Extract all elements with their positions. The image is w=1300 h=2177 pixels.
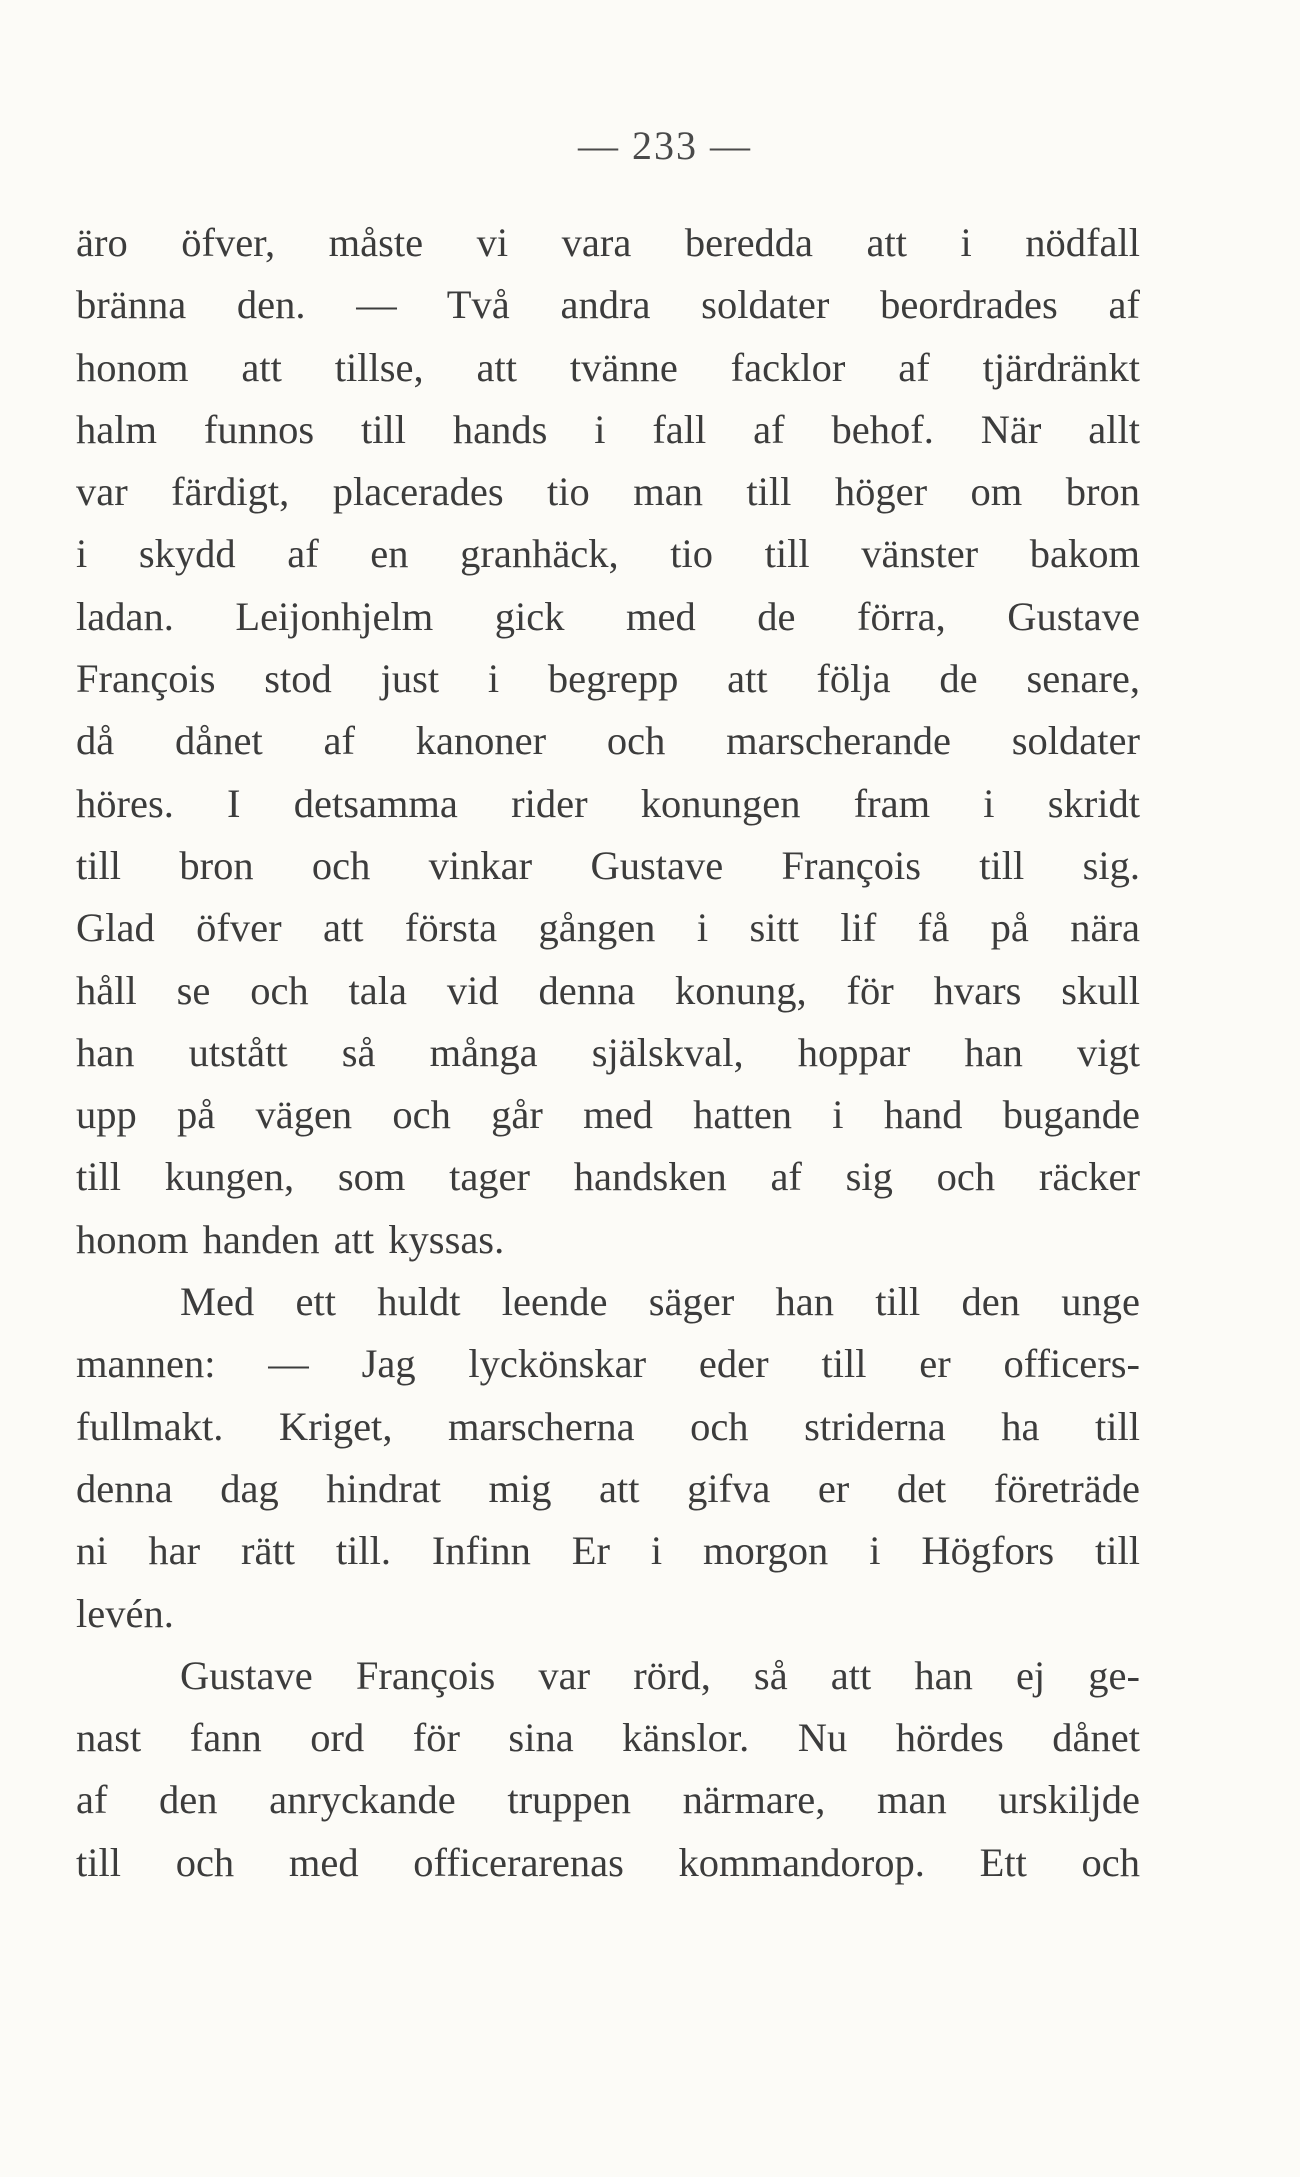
text-line: af den anryckande truppen närmare, man urskiljde [76, 1777, 1140, 1823]
text-line: halm funnos till hands i fall af behof. När allt [76, 406, 1140, 452]
text-line: höres. I detsamma rider konungen fram i skridt [76, 780, 1140, 826]
text-line: håll se och tala vid denna konung, för hvars skull [76, 967, 1140, 1013]
text-line: äro öfver, måste vi vara beredda att i nödfall [76, 220, 1140, 265]
text-line: då dånet af kanoner och marscherande soldater [76, 718, 1140, 764]
text-line: i skydd af en granhäck, tio till vänster bakom [76, 531, 1140, 577]
text-line: fullmakt. Kriget, marscherna och striderna ha till [76, 1403, 1140, 1449]
text-line: Gustave François var rörd, så att han ej ge- [180, 1652, 1140, 1698]
text-line: honom att tillse, att tvänne facklor af tjärdränkt [76, 344, 1140, 390]
text-line: upp på vägen och går med hatten i hand bugande [76, 1092, 1140, 1138]
text-line: honom handen att kyssas. [76, 1216, 505, 1262]
text-line: till och med officerarenas kommandorop. Ett och [76, 1839, 1140, 1885]
text-line: denna dag hindrat mig att gifva er det företräde [76, 1465, 1140, 1511]
text-line: levén. [76, 1590, 174, 1636]
text-line: nast fann ord för sina känslor. Nu hördes dånet [76, 1715, 1140, 1761]
text-line: till bron och vinkar Gustave François till sig. [76, 842, 1140, 888]
text-line: ladan. Leijonhjelm gick med de förra, Gustave [76, 593, 1140, 639]
text-line: Glad öfver att första gången i sitt lif få på nära [76, 905, 1140, 951]
text-line: var färdigt, placerades tio man till höger om bron [76, 469, 1140, 515]
text-line: François stod just i begrepp att följa de senare, [76, 656, 1140, 702]
text-line: ni har rätt till. Infinn Er i morgon i Högfors till [76, 1528, 1140, 1574]
text-line: till kungen, som tager handsken af sig och räcker [76, 1154, 1140, 1200]
text-line: han utstått så många själskval, hoppar han vigt [76, 1029, 1140, 1075]
text-line: bränna den. — Två andra soldater beordrades af [76, 282, 1140, 328]
text-line: Med ett huldt leende säger han till den unge [180, 1279, 1140, 1325]
page-number: — 233 — [578, 123, 752, 168]
text-line: mannen: — Jag lyckönskar eder till er officers- [76, 1341, 1140, 1387]
body-text [76, 212, 1140, 1894]
